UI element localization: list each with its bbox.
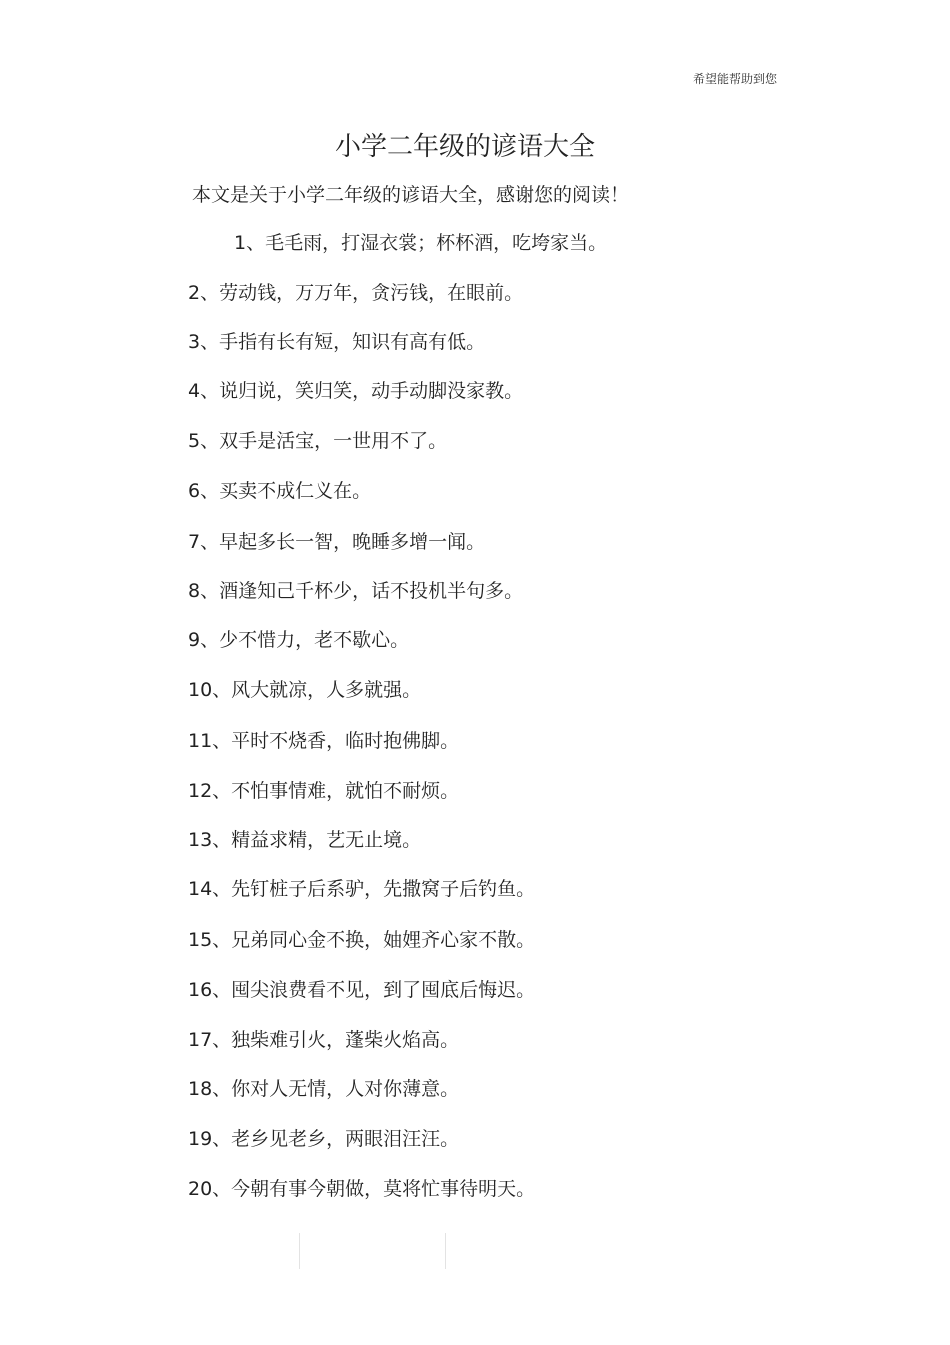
proverb-item: 19、老乡见老乡，两眼泪汪汪。 [188,1128,460,1150]
proverb-item: 11、平时不烧香，临时抱佛脚。 [188,730,460,752]
proverb-item: 3、手指有长有短，知识有高有低。 [188,331,486,353]
proverb-item: 17、独柴难引火，蓬柴火焰高。 [188,1029,460,1051]
proverb-item: 8、酒逢知己千杯少，话不投机半句多。 [188,580,524,602]
proverb-item: 15、兄弟同心金不换，妯娌齐心家不散。 [188,929,536,951]
proverb-item: 20、今朝有事今朝做，莫将忙事待明天。 [188,1178,536,1200]
proverb-item: 9、少不惜力，老不歇心。 [188,629,410,651]
proverb-item: 16、囤尖浪费看不见，到了囤底后悔迟。 [188,979,536,1001]
proverb-item: 6、买卖不成仁义在。 [188,480,372,502]
proverb-item: 4、说归说，笑归笑，动手动脚没家教。 [188,380,524,402]
proverb-item: 18、你对人无情，人对你薄意。 [188,1078,460,1100]
proverb-item: 10、风大就凉，人多就强。 [188,679,422,701]
proverb-item: 12、不怕事情难，就怕不耐烦。 [188,780,460,802]
intro-text: 本文是关于小学二年级的谚语大全，感谢您的阅读！ [192,184,630,206]
proverb-item: 2、劳动钱，万万年，贪污钱，在眼前。 [188,282,524,304]
proverb-item: 13、精益求精，艺无止境。 [188,829,422,851]
footer-divider-left [299,1233,300,1269]
proverb-item: 14、先钉桩子后系驴，先撒窝子后钓鱼。 [188,878,536,900]
header-note: 希望能帮助到您 [693,72,778,86]
proverb-item: 1、毛毛雨，打湿衣裳；杯杯酒，吃垮家当。 [234,232,608,254]
footer-divider-right [445,1233,446,1269]
page-title: 小学二年级的谚语大全 [334,132,595,162]
proverb-item: 7、早起多长一智，晚睡多增一闻。 [188,531,486,553]
proverb-item: 5、双手是活宝，一世用不了。 [188,430,448,452]
